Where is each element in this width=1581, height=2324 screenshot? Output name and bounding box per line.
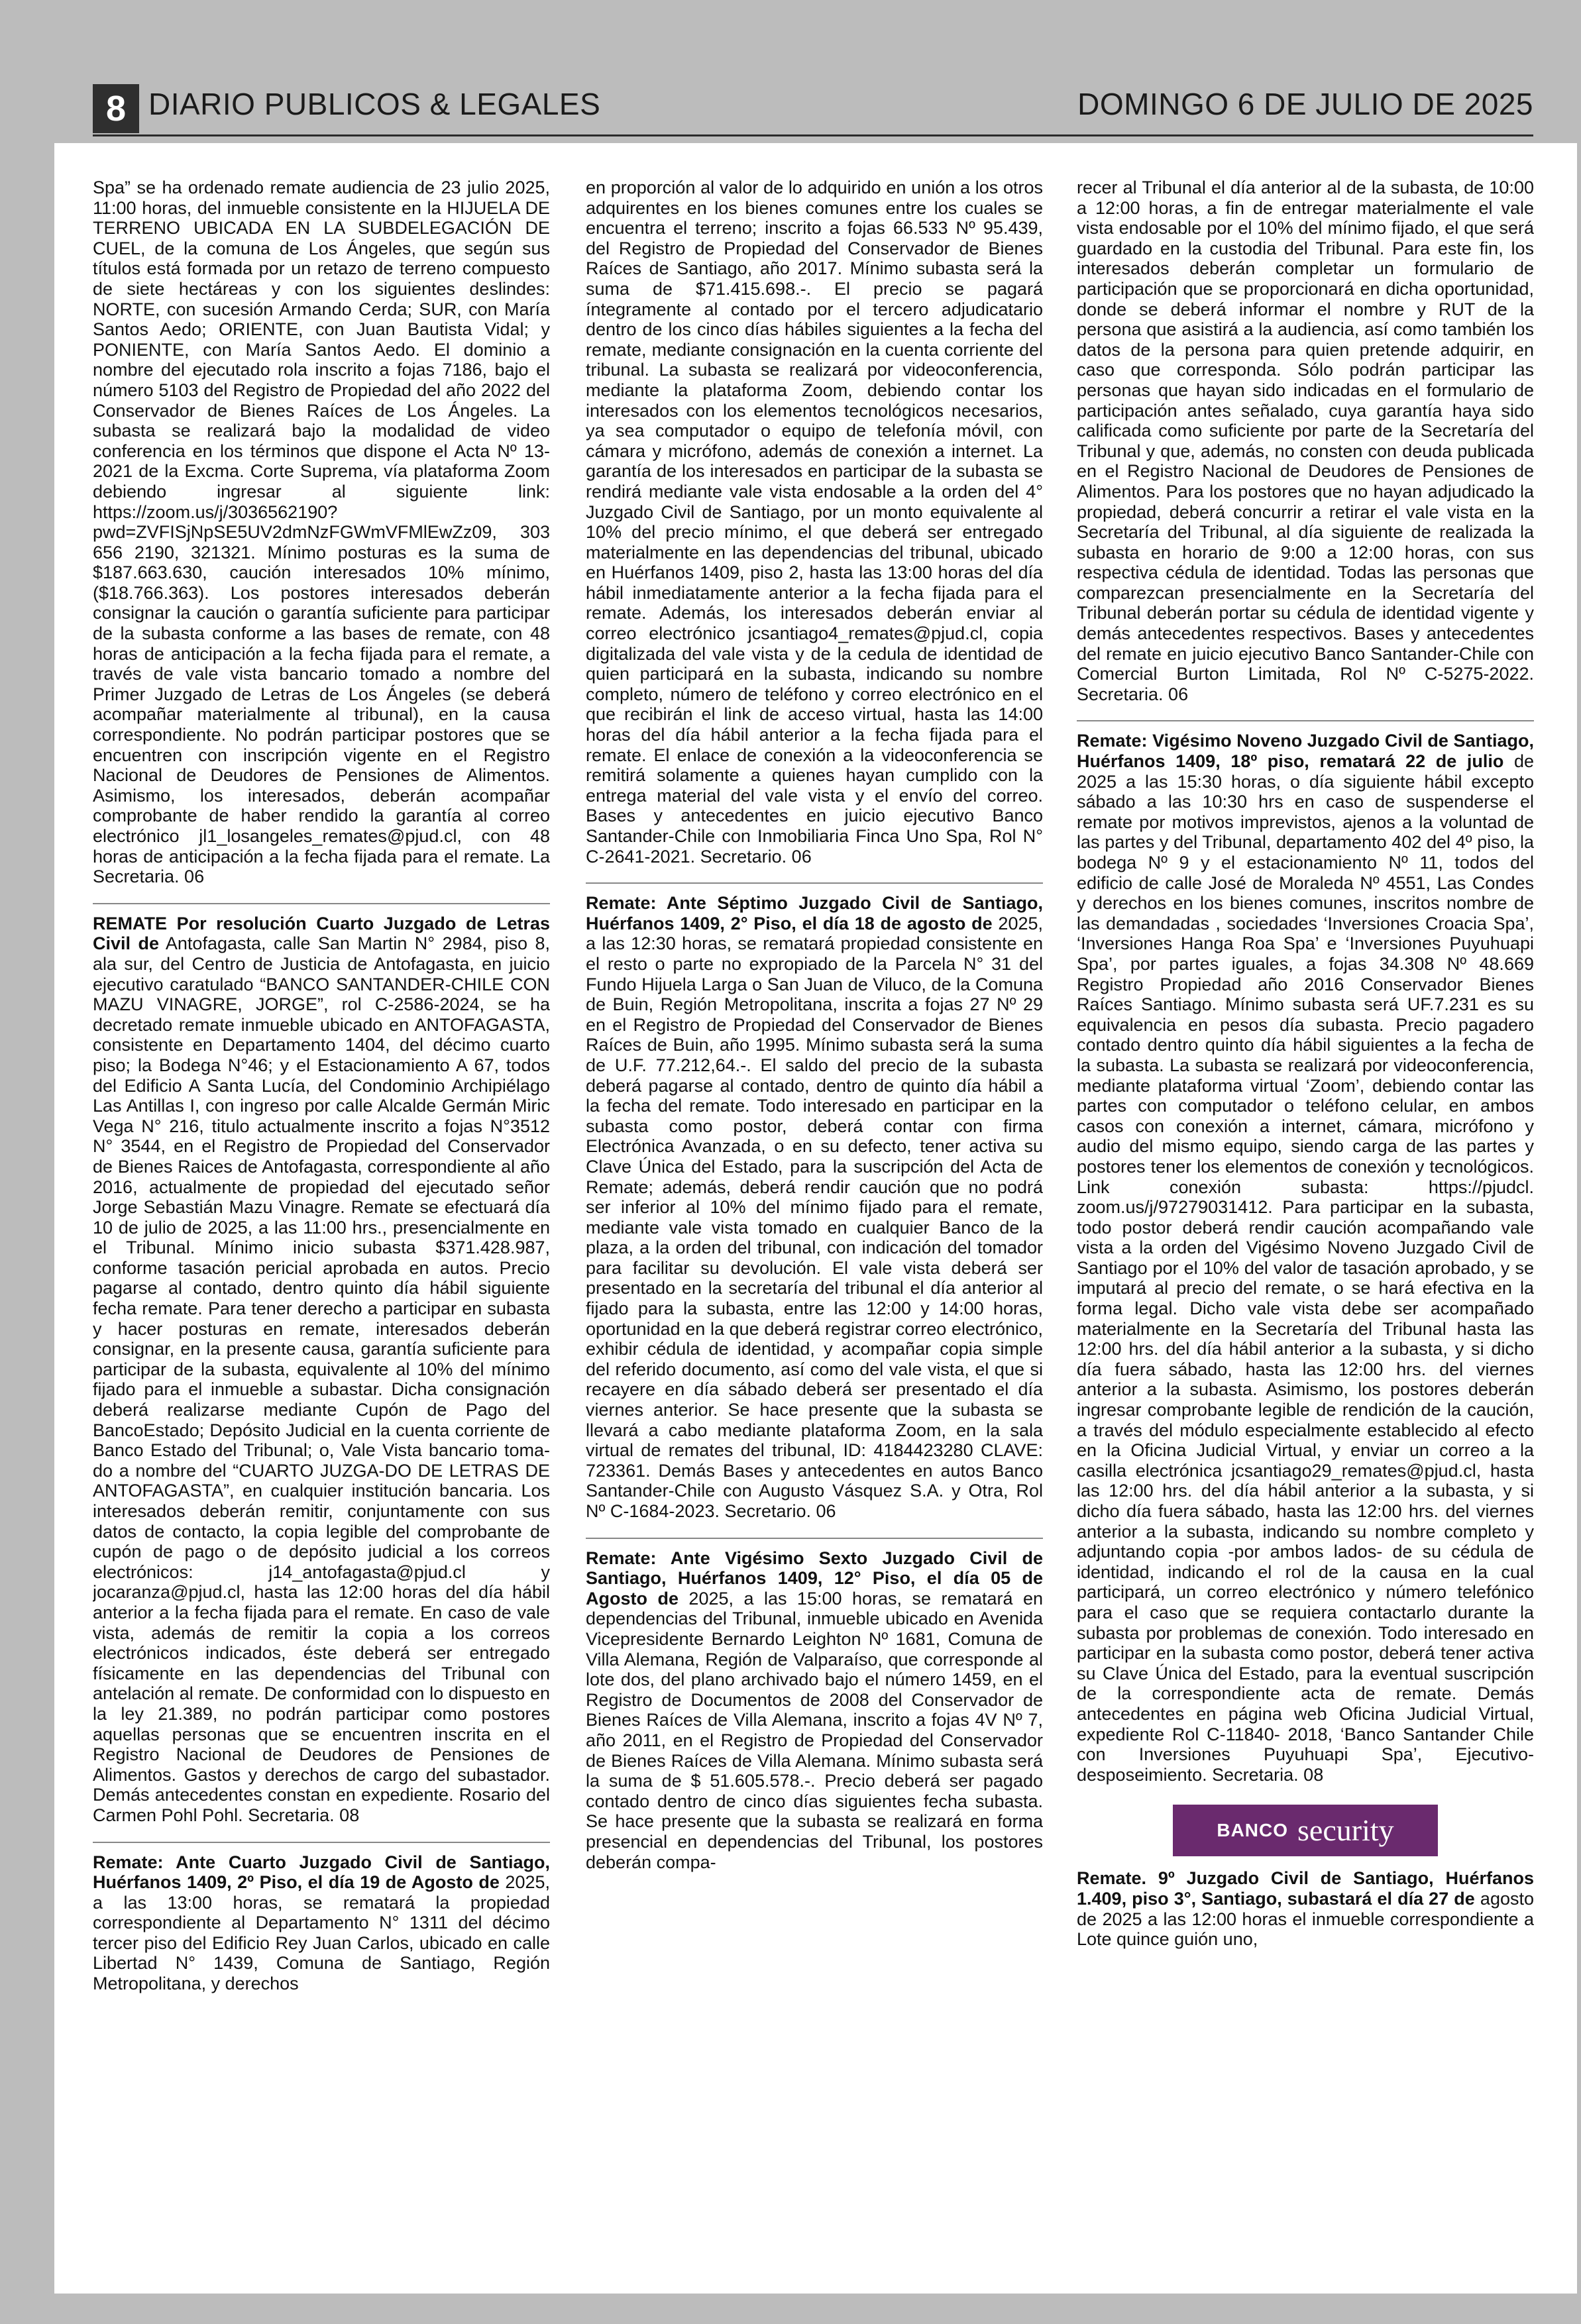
notice-body: 2025, a las 13:00 horas, se rematará la propiedad correspondiente al Departamento N° 1311 del décimo tercer piso del Edificio Rey Juan Carlos, ubicado en calle Libertad N° 1439, Comuna de Santiago, Región Metropolitana, y derechos bbox=[93, 1872, 550, 1994]
notice-body: de 2025 a las 15:30 horas, o día siguiente hábil excepto sábado a las 10:30 hrs en caso de suspenderse el remate por motivos imprevistos, ajenos a la voluntad de las partes y del Tribunal, departamento 402 del 4º piso, la bodega Nº 9 y el estacionamiento Nº 11, todos del edificio de calle José de Moraleda Nº 4551, Las Condes y derechos en los bienes comunes, inscritos nombre de las demandadas , sociedades ‘Inversiones Croacia Spa’, ‘Inversiones Hanga Roa Spa’ e ‘Inversiones Puyuhuapi Spa’, por partes iguales, a fojas 34.308 Nº 48.669 Registro Propiedad año 2016 Conservador Bienes Raíces Santiago. Mínimo subasta será UF.7.231 es su equivalencia en pesos día subasta. Precio pagadero contado dentro quinto día hábil siguientes a la fecha de la subasta. La subasta se realizará por videoconferencia, mediante plataforma virtual ‘Zoom’, debiendo contar las partes con computador o teléfono celular, en ambos casos con conexión a internet, cámara, micrófono y audio del mismo equipo, siendo carga de las partes y postores tener los elementos de conexión y tecnológicos. Link conexión subasta: https://pjudcl. zoom.us/j/97279031412. Para participar en la subasta, todo postor deberá rendir caución acompañando vale vista a la orden del Vigésimo Noveno Juzgado Civil de Santiago por el 10% del valor de tasación aprobado, y se imputará al precio del remate, o se hará efectiva en la forma legal. Dicho vale vista debe ser acompañado materialmente en la Secretaría del Tribunal hasta las 12:00 hrs. del día hábil anterior a la subasta, y si dicho día fuera sábado, hasta las 12:00 hrs. del viernes anterior a la subasta. Asimismo, los postores deberán ingresar comprobante legible de rendición de la caución, a través del módulo especialmente establecido al efecto en la Oficina Judicial Virtual, y enviar un correo a la casilla electrónica jcsantiago29_remates@pjud.cl, hasta las 12:00 hrs. del día hábil anterior a la subasta, y si dicho día fuera sábado, hasta las 12:00 hrs. del viernes anterior a la subasta, indicando su nombre completo y adjuntando copia -por ambos lados- de su cédula de identidad, indicando el rol de la causa en la cual participará, un correo electrónico y número telefónico para el caso que se requiera contactarlo durante la subasta por problemas de conexión. Todo interesado en participar en la subasta como postor, deberá tener activa su Clave Única del Estado, para la eventual suscripción de la correspondiente acta de remate. Demás antecedentes en página web Oficina Judicial Virtual, expediente Rol C-11840- 2018, ‘Banco Santander Chile con Inversiones Puyuhuapi Spa’, Ejecutivo- desposeimiento. Secretaria. 08 bbox=[1077, 751, 1534, 1785]
notice-heading: REMATE Por resolución Cuarto Juzgado de Letras Civil de bbox=[93, 913, 550, 954]
legal-notice bbox=[93, 1852, 550, 1994]
legal-notice bbox=[586, 1548, 1043, 1873]
notice-divider bbox=[93, 1842, 550, 1843]
legal-notice bbox=[93, 914, 550, 1826]
notice-body: 2025, a las 15:00 horas, se rematará en dependencias del Tribunal, inmueble ubicado en Avenida Vicepresidente Bernardo Leighton Nº 1681, Comuna de Villa Alemana, Región de Valparaíso, que corresponde al lote dos, del plano archivado bajo el número 1459, en el Registro de Documentos de 2008 del Conservador de Bienes Raíces de Villa Alemana, inscrito a fojas 4V Nº 7, año 2011, en el Registro de Propiedad del Conservador de Bienes Raíces de Villa Alemana. Mínimo subasta será la suma de $ 51.605.578.-. Precio deberá ser pagado contado dentro de cinco días siguientes fecha subasta. Se hace presente que la subasta se realizará en forma presencial en dependencias del Tribunal, los postores deberán compa- bbox=[586, 1588, 1043, 1872]
column-2 bbox=[586, 178, 1043, 2288]
header-rule bbox=[93, 134, 1533, 136]
notice-divider bbox=[93, 903, 550, 904]
notice-body: 2025, a las 12:30 horas, se rematará propiedad consistente en el resto o parte no expropiado de la Parcela N° 31 del Fundo Hijuela Larga o San Juan de Viluco, de la Comuna de Buin, Región Metropolitana, inscrita a fojas 27 Nº 29 en el Registro de Propiedad del Conservador de Bienes Raíces de Buin, año 1995. Mínimo subasta será la suma de U.F. 77.212,64.-. El saldo del precio de la subasta deberá pagarse al contado, dentro de quinto día hábil a la fecha del remate. Todo interesado en participar en la subasta como postor, deberá contar con firma Electrónica Avanzada, o en su defecto, tener activa su Clave Única del Estado, para la suscripción del Acta de Remate; además, deberá rendir caución que no podrá ser inferior al 10% del mínimo fijado para el remate, mediante vale vista tomado en cualquier Banco de la plaza, a la orden del tribunal, con indicación del tomador para facilitar su devolución. El vale vista deberá ser presentado en la secretaría del tribunal el día anterior al fijado para la subasta, entre las 12:00 y 14:00 horas, oportunidad en la que deberá registrar correo electrónico, exhibir cédula de identidad, y acompañar copia simple del referido documento, así como del vale vista, el que si recayere en día sábado deberá ser presentado el día viernes anterior. Se hace presente que la subasta se llevará a cabo mediante plataforma Zoom, en la sala virtual de remates del tribunal, ID: 4184423280 CLAVE: 723361. Demás Bases y antecedentes en autos Banco Santander-Chile con Augusto Vásquez S.A. y Otra, Rol Nº C-1684-2023. Secretario. 06 bbox=[586, 913, 1043, 1521]
ad-banco-text: BANCO bbox=[1217, 1820, 1289, 1841]
notice-heading: Remate: Vigésimo Noveno Juzgado Civil de Santiago, Huérfanos 1409, 18º piso, rematará 22 de julio bbox=[1077, 731, 1534, 772]
notice-divider bbox=[1077, 720, 1534, 721]
notice-body: agosto de 2025 a las 12:00 horas el inmueble correspondiente a Lote quince guión uno, bbox=[1077, 1888, 1534, 1950]
notice-heading: Remate: Ante Cuarto Juzgado Civil de Santiago, Huérfanos 1409, 2º Piso, el día 19 de Agosto de bbox=[93, 1852, 550, 1893]
notice-body: Antofagasta, calle San Martin N° 2984, piso 8, ala sur, del Centro de Justicia de Antofagasta, en juicio ejecutivo caratulado “BANCO SANTANDER-CHILE CON MAZU VINAGRE, JORGE”, rol C-2586-2024, se ha decretado remate inmueble ubicado en ANTOFAGASTA, consistente en Departamento 1404, del décimo cuarto piso; la Bodega N°46; y el Estacionamiento A 67, todos del Edificio A Santa Lucía, del Condominio Archipiélago Las Antillas I, con ingreso por calle Alcalde Germán Miric Vega N° 216, titulo actualmente inscrito a fojas N°3512 N° 3544, en el Registro de Propiedad del Conservador de Bienes Raices de Antofagasta, correspondiente al año 2016, actualmente de propiedad del ejecutado señor Jorge Sebastián Mazu Vinagre. Remate se efectuará día 10 de julio de 2025, a las 11:00 hrs., presencialmente en el Tribunal. Mínimo inicio subasta $371.428.987, conforme tasación pericial aprobada en autos. Precio pagarse al contado, dentro quinto día hábil siguiente fecha remate. Para tener derecho a participar en subasta y hacer posturas en remate, interesados deberán consignar, en la presente causa, garantía suficiente para participar de la subasta, equivalente al 10% del mínimo fijado para el inmueble a subastar. Dicha consignación deberá realizarse mediante Cupón de Pago del BancoEstado; Depósito Judicial en la cuenta corriente de Banco Estado del Tribunal; o, Vale Vista bancario toma-do a nombre del “CUARTO JUZGA-DO DE LETRAS DE ANTOFAGASTA”, en cualquier institución bancaria. Los interesados deberán remitir, conjuntamente con sus datos de contacto, la copia legible del comprobante de cupón de pago o de depósito judicial a los correos electrónicos: j14_antofagasta@pjud.cl y jocaranza@pjud.cl, hasta las 12:00 horas del día hábil anterior a la fecha fijada para el remate. En caso de vale vista, además de remitir la copia a los correos electrónicos indicados, éste deberá ser entregado físicamente en las dependencias del Tribunal con antelación al remate. De conformidad con lo dispuesto en la ley 21.389, no podrán participar como postores aquellas personas que se encuentren inscrita en el Registro Nacional de Deudores de Pensiones de Alimentos. Gastos y derechos de cargo del subastador. Demás antecedentes constan en expediente. Rosario del Carmen Pohl Pohl. Secretaria. 08 bbox=[93, 933, 550, 1825]
notice-text: en proporción al valor de lo adquirido en unión a los otros adquirentes en los bienes comunes entre los cuales se encuentra el terreno; inscrito a fojas 66.533 Nº 95.439, del Registro de Propiedad del Conservador de Bienes Raíces de Santiago, año 2017. Mínimo subasta será la suma de $71.415.698.-. El precio se pagará íntegramente al contado por el tercero adjudicatario dentro de los cinco días hábiles siguientes a la fecha del remate, mediante consignación en la cuenta corriente del tribunal. La subasta se realizará por videoconferencia, mediante la plataforma Zoom, debiendo contar los interesados con los elementos tecnológicos necesarios, ya sea computador o equipo de telefonía móvil, con cámara y micrófono, además de conexión a internet. La garantía de los interesados en participar de la subasta se rendirá mediante vale vista endosable a la orden del 4° Juzgado Civil de Santiago, por un monto equivalente al 10% del precio mínimo, el que deberá ser entregado materialmente en las dependencias del tribunal, ubicado en Huérfanos 1409, piso 2, hasta las 13:00 horas del día hábil inmediatamente anterior a la fecha fijada para el remate. Además, los interesados deberán enviar al correo electrónico jcsantiago4_remates@pjud.cl, copia digitalizada del vale vista y de la cedula de identidad de quien participará en la subasta, indicando su nombre completo, número de teléfono y correo electrónico en el que recibirán el link de acceso virtual, hasta las 14:00 horas del día hábil anterior a la fecha fijada para el remate. El enlace de conexión a la videoconferencia se remitirá solamente a quienes hayan cumplido con la entrega material del vale vista y el envío del correo. Bases y antecedentes en juicio ejecutivo Banco Santander-Chile con Inmobiliaria Finca Uno Spa, Rol N° C-2641-2021. Secretario. 06 bbox=[586, 178, 1043, 867]
column-1 bbox=[93, 178, 550, 2288]
legal-notice bbox=[586, 893, 1043, 1521]
ad-security-text: security bbox=[1297, 1813, 1394, 1848]
notice-divider bbox=[586, 882, 1043, 884]
publication-title: DIARIO PUBLICOS & LEGALES bbox=[148, 87, 601, 121]
notice-heading: Remate: Ante Séptimo Juzgado Civil de Santiago, Huérfanos 1409, 2° Piso, el día 18 de agosto de bbox=[586, 893, 1043, 933]
legal-notice bbox=[1077, 731, 1534, 1785]
notice-divider bbox=[586, 1538, 1043, 1539]
notice-heading: Remate: Ante Vigésimo Sexto Juzgado Civil de Santiago, Huérfanos 1409, 12° Piso, el día 05 de Agosto de bbox=[586, 1548, 1043, 1609]
notice-text: Spa” se ha ordenado remate audiencia de 23 julio 2025, 11:00 horas, del inmueble consistente en la HIJUELA DE TERRENO UBICADA EN LA SUBDELEGACIÓN DE CUEL, de la comuna de Los Ángeles, que según sus títulos está formada por un retazo de terreno compuesto de siete hectáreas y con los siguientes deslindes: NORTE, con sucesión Armando Cerda; SUR, con María Santos Aedo; ORIENTE, con Juan Bautista Vidal; y PONIENTE, con María Santos Aedo. El dominio a nombre del ejecutado rola inscrito a fojas 7186, bajo el número 5103 del Registro de Propiedad del año 2022 del Conservador de Bienes Raíces de Los Ángeles. La subasta se realizará bajo la modalidad de video conferencia en los términos que dispone el Acta Nº 13-2021 de la Excma. Corte Suprema, vía plataforma Zoom debiendo ingresar al siguiente link: https://zoom.us/j/3036562190?pwd=ZVFISjNpSE5UV2dmNzFGWmVFMlEwZz09, 303 656 2190, 321321. Mínimo posturas es la suma de $187.663.630, caución interesados 10% mínimo, ($18.766.363). Los postores interesados deberán consignar la caución o garantía suficiente para participar de la subasta conforme a las bases de remate, con 48 horas de anticipación a la fecha fijada para el remate, a través de vale vista bancario tomado a nombre del Primer Juzgado de Letras de Los Ángeles (se deberá acompañar materialmente al tribunal), en la causa correspondiente. No podrán participar postores que se encuentren con inscripción vigente en el Registro Nacional de Deudores de Pensiones de Alimentos. Asimismo, los interesados, deberán acompañar comprobante de haber rendido la garantía al correo electrónico jl1_losangeles_remates@pjud.cl, con 48 horas de anticipación a la fecha fijada para el remate. La Secretaria. 06 bbox=[93, 178, 550, 887]
notice-heading: Remate. 9º Juzgado Civil de Santiago, Huérfanos 1.409, piso 3°, Santiago, subastará el día 27 de bbox=[1077, 1868, 1534, 1909]
banco-security-ad bbox=[1173, 1805, 1438, 1856]
page-number: 8 bbox=[93, 84, 139, 133]
issue-date: DOMINGO 6 DE JULIO DE 2025 bbox=[1077, 87, 1533, 121]
notice-text: recer al Tribunal el día anterior al de la subasta, de 10:00 a 12:00 horas, a fin de entregar materialmente el vale vista endosable por el 10% del mínimo fijado, el que será guardado en la custodia del Tribunal. Para este fin, los interesados deberán completar un formulario de participación que se proporcionará en dicha oportunidad, donde se deberá informar el nombre y RUT de la persona que asistirá a la audiencia, así como también los datos de la persona para quien pretende adquirir, en caso que corresponda. Sólo podrán participar las personas que hayan sido indicadas en el formulario de participación antes señalado, cuya garantía haya sido calificada como suficiente por parte de la Secretaría del Tribunal y que, además, no consten con deuda publicada en el Registro Nacional de Deudores de Pensiones de Alimentos. Para los postores que no hayan adjudicado la propiedad, deberá concurrir a retirar el vale vista en la Secretaría del Tribunal, al día siguiente de realizada la subasta en horario de 9:00 a 12:00 horas, con sus respectiva cédula de identidad. Todas las personas que comparezcan presencialmente en la Secretaría del Tribunal deberán portar su cédula de identidad vigente y demás antecedentes respectivos. Bases y antecedentes del remate en juicio ejecutivo Banco Santander-Chile con Comercial Burton Limitada, Rol Nº C-5275-2022. Secretaria. 06 bbox=[1077, 178, 1534, 704]
legal-notice bbox=[1077, 1868, 1534, 1949]
column-3 bbox=[1077, 178, 1534, 2288]
